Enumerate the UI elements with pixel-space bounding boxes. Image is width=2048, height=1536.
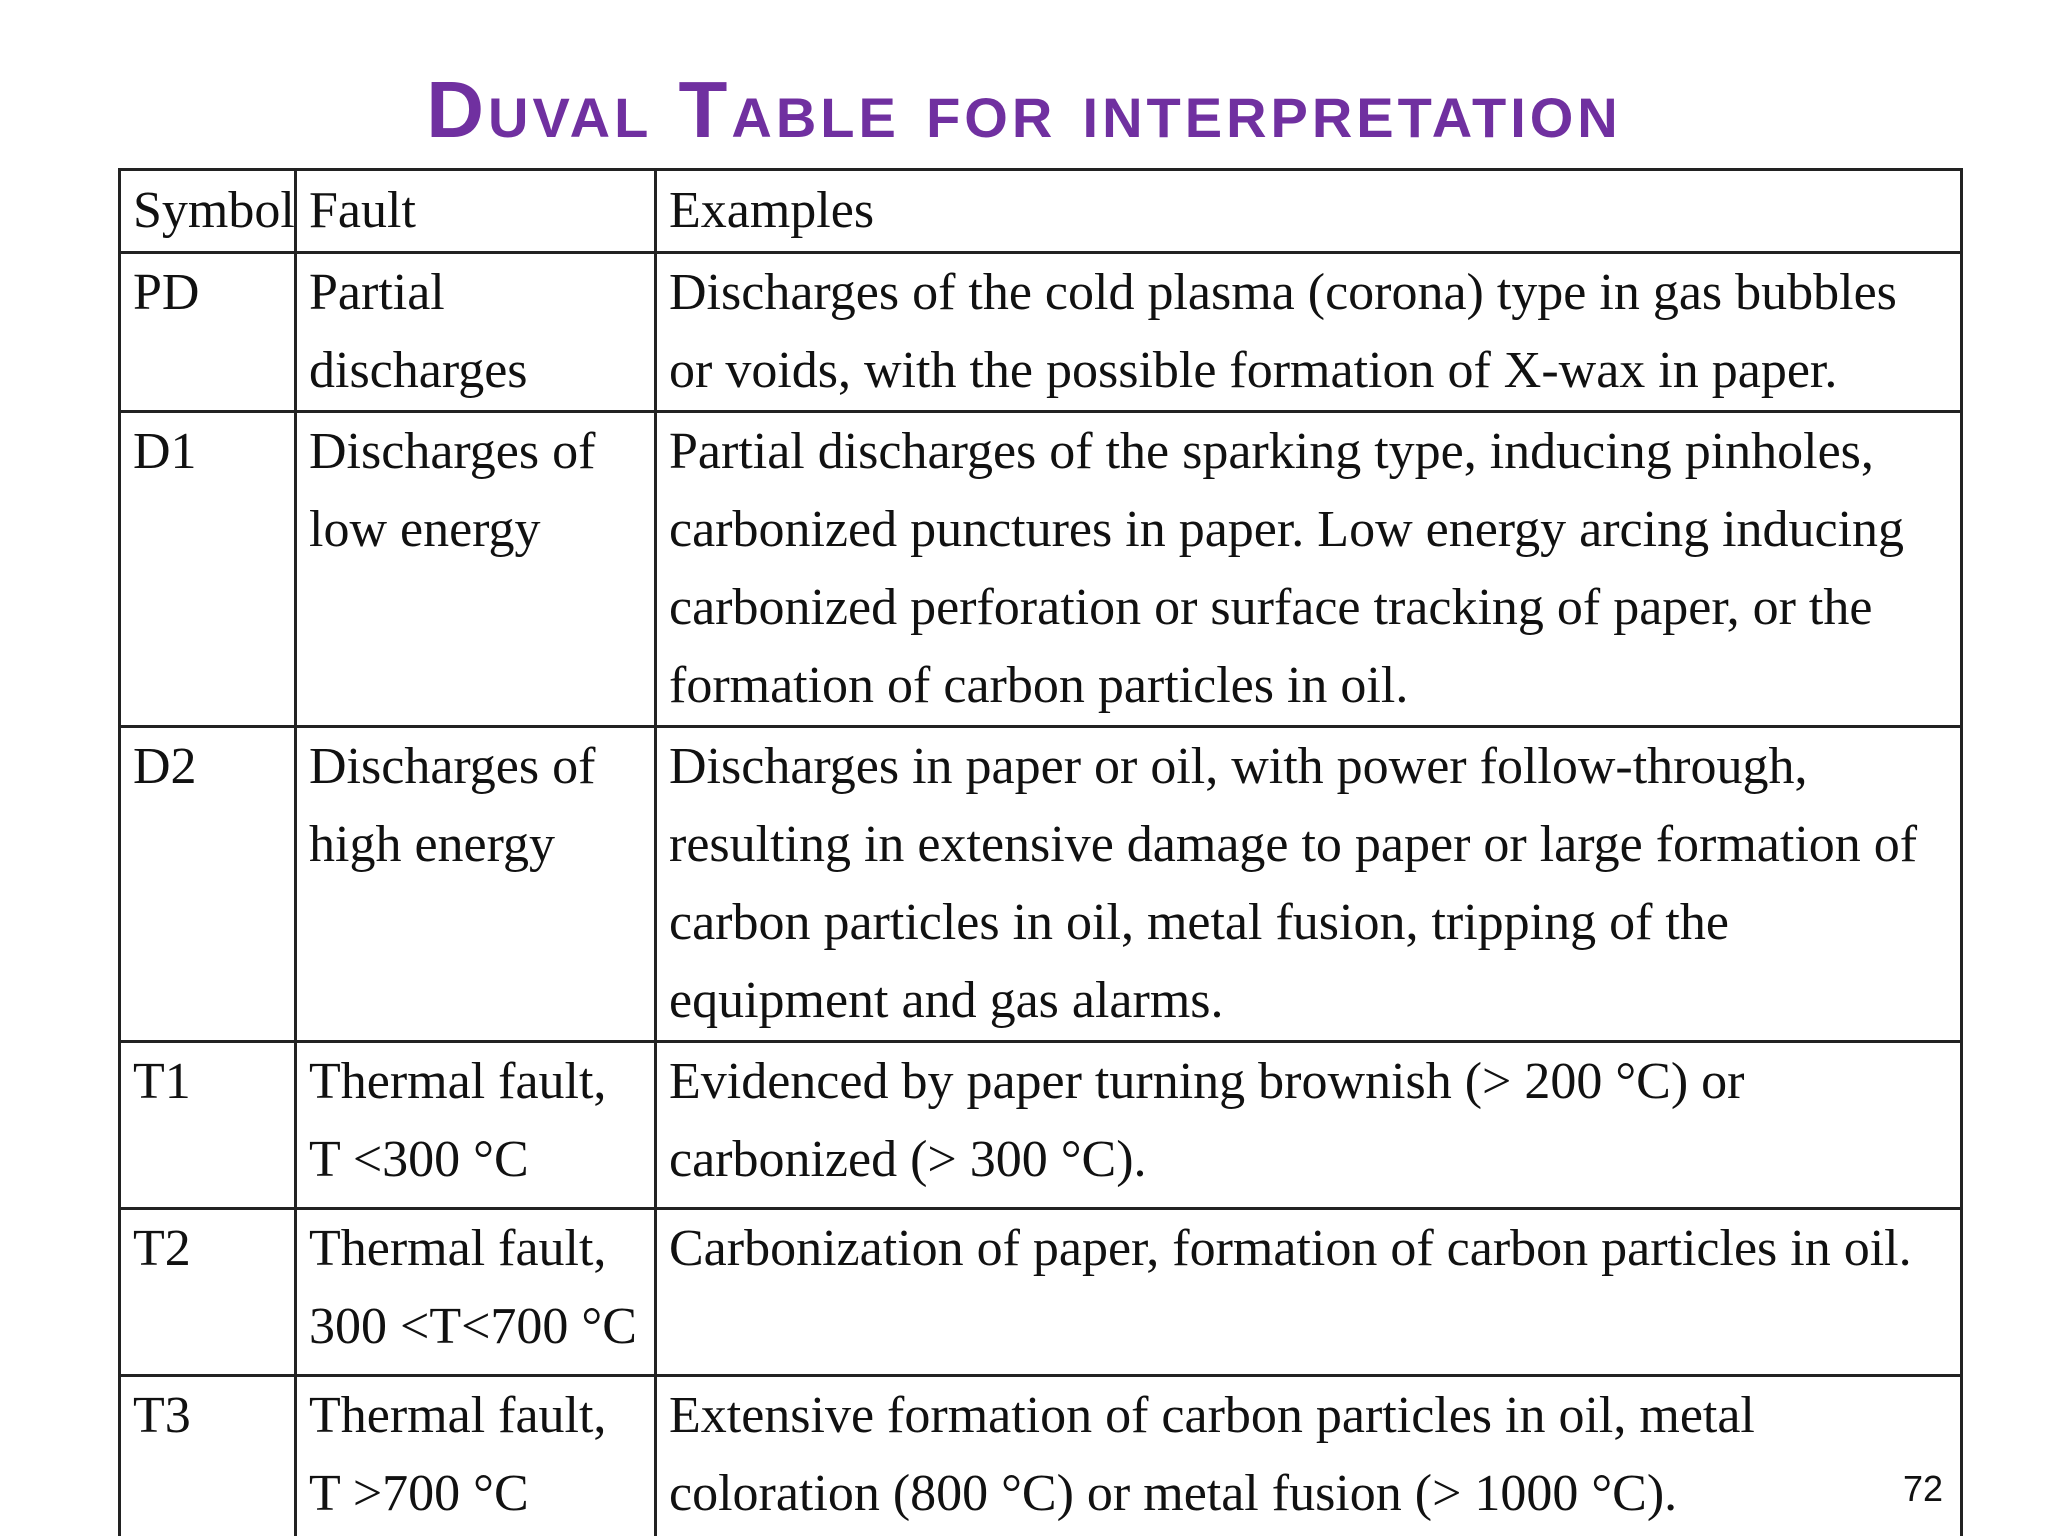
cell-fault: Discharges of low energy bbox=[296, 412, 656, 727]
duval-table-container bbox=[118, 168, 1960, 1536]
table-row bbox=[120, 727, 1962, 1042]
cell-symbol: T2 bbox=[120, 1209, 296, 1376]
cell-symbol: D2 bbox=[120, 727, 296, 1042]
cell-symbol: D1 bbox=[120, 412, 296, 727]
table-row bbox=[120, 253, 1962, 412]
table-row bbox=[120, 1376, 1962, 1536]
header-fault: Fault bbox=[296, 170, 656, 253]
cell-fault: Partial discharges bbox=[296, 253, 656, 412]
cell-fault: Thermal fault, T <300 °C bbox=[296, 1042, 656, 1209]
header-examples: Examples bbox=[656, 170, 1962, 253]
page-number: 72 bbox=[1902, 1468, 1943, 1509]
table-header-row bbox=[120, 170, 1962, 253]
cell-examples: Discharges of the cold plasma (corona) type in gas bubbles or voids, with the possible formation of X-wax in paper. bbox=[656, 253, 1962, 412]
cell-symbol: T1 bbox=[120, 1042, 296, 1209]
cell-symbol: PD bbox=[120, 253, 296, 412]
cell-examples: Discharges in paper or oil, with power follow-through, resulting in extensive damage to paper or large formation of carbon particles in oil, metal fusion, tripping of the equipment and gas alarms. bbox=[656, 727, 1962, 1042]
cell-fault: Thermal fault, T >700 °C bbox=[296, 1376, 656, 1536]
cell-examples: Extensive formation of carbon particles in oil, metal coloration (800 °C) or metal fusion (> 1000 °C). bbox=[656, 1376, 1962, 1536]
table-row bbox=[120, 412, 1962, 727]
slide-title: Duval Table for interpretation bbox=[426, 65, 1622, 154]
header-symbol: Symbol bbox=[120, 170, 296, 253]
cell-examples: Carbonization of paper, formation of carbon particles in oil. bbox=[656, 1209, 1962, 1376]
duval-table bbox=[118, 168, 1963, 1536]
cell-fault: Discharges of high energy bbox=[296, 727, 656, 1042]
table-row bbox=[120, 1042, 1962, 1209]
cell-symbol: T3 bbox=[120, 1376, 296, 1536]
cell-fault: Thermal fault, 300 <T<700 °C bbox=[296, 1209, 656, 1376]
table-row bbox=[120, 1209, 1962, 1376]
cell-examples: Evidenced by paper turning brownish (> 200 °C) or carbonized (> 300 °C). bbox=[656, 1042, 1962, 1209]
cell-examples: Partial discharges of the sparking type, inducing pinholes, carbonized punctures in paper. Low energy arcing inducing carbonized perforation or surface tracking of paper, or the formation of carbon particles in oil. bbox=[656, 412, 1962, 727]
